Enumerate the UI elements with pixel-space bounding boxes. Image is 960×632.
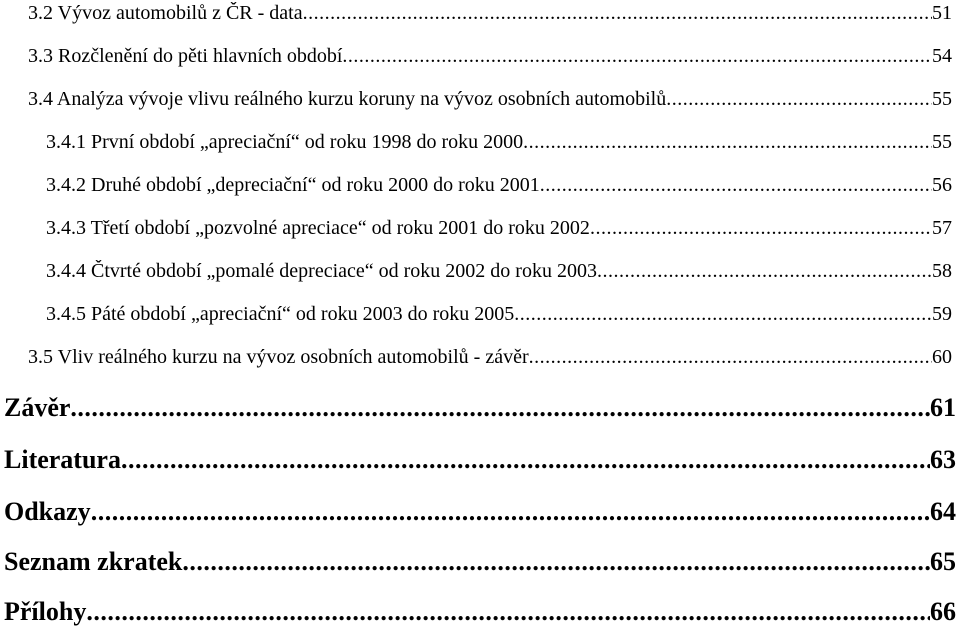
toc-entry-3-3[interactable] — [28, 45, 952, 68]
toc-entry-title: Seznam zkratek — [4, 547, 183, 576]
toc-dot-leader — [182, 547, 930, 577]
toc-entry-title: 3.2 Vývoz automobilů z ČR - data — [28, 2, 303, 24]
toc-entry-page: 55 — [932, 131, 952, 153]
toc-entry-odkazy[interactable] — [4, 497, 956, 527]
toc-dot-leader — [91, 497, 930, 527]
toc-dot-leader — [121, 445, 930, 475]
toc-entry-prilohy[interactable] — [4, 597, 956, 627]
toc-entry-3-2[interactable] — [28, 2, 952, 25]
toc-entry-title: 3.4.4 Čtvrté období „pomalé depreciace“ od roku 2002 do roku 2003 — [46, 260, 597, 282]
toc-dot-leader — [590, 217, 932, 240]
toc-entry-title: Závěr — [4, 393, 71, 422]
toc-dot-leader — [70, 393, 930, 423]
toc-entry-page: 56 — [932, 174, 952, 196]
toc-entry-title: Literatura — [4, 445, 121, 474]
toc-entry-page: 60 — [932, 346, 952, 368]
toc-entry-page: 59 — [932, 303, 952, 325]
toc-dot-leader — [342, 45, 932, 68]
toc-entry-3-4-3[interactable] — [46, 217, 952, 240]
toc-entry-3-4-2[interactable] — [46, 174, 952, 197]
toc-entry-page: 63 — [930, 445, 956, 474]
toc-dot-leader — [597, 260, 932, 283]
toc-entry-title: 3.4.2 Druhé období „depreciační“ od roku 2000 do roku 2001 — [46, 174, 540, 196]
toc-dot-leader — [529, 346, 932, 369]
toc-dot-leader — [86, 597, 930, 627]
toc-entry-3-4[interactable] — [28, 88, 952, 111]
toc-entry-page: 54 — [932, 45, 952, 67]
toc-entry-3-4-5[interactable] — [46, 303, 952, 326]
toc-entry-title: Odkazy — [4, 497, 91, 526]
toc-entry-page: 51 — [932, 2, 952, 24]
toc-entry-page: 64 — [930, 497, 956, 526]
toc-dot-leader — [523, 131, 932, 154]
toc-entry-title: 3.5 Vliv reálného kurzu na vývoz osobních automobilů - závěr — [28, 346, 529, 368]
toc-entry-zaver[interactable] — [4, 393, 956, 423]
toc-dot-leader — [666, 88, 932, 111]
toc-dot-leader — [514, 303, 932, 326]
toc-entry-3-4-4[interactable] — [46, 260, 952, 283]
toc-entry-3-4-1[interactable] — [46, 131, 952, 154]
toc-entry-title: 3.4.1 První období „apreciační“ od roku 1998 do roku 2000 — [46, 131, 524, 153]
toc-entry-page: 55 — [932, 88, 952, 110]
toc-entry-title: 3.4.5 Páté období „apreciační“ od roku 2003 do roku 2005 — [46, 303, 515, 325]
toc-entry-title: 3.4 Analýza vývoje vlivu reálného kurzu koruny na vývoz osobních automobilů — [28, 88, 667, 110]
toc-entry-3-5[interactable] — [28, 346, 952, 369]
toc-dot-leader — [540, 174, 932, 197]
toc-dot-leader — [303, 2, 932, 25]
toc-entry-seznam-zkratek[interactable] — [4, 547, 956, 577]
toc-entry-title: 3.3 Rozčlenění do pěti hlavních období — [28, 45, 343, 67]
toc-entry-page: 57 — [932, 217, 952, 239]
toc-entry-page: 65 — [930, 547, 956, 576]
toc-entry-page: 58 — [932, 260, 952, 282]
toc-entry-title: 3.4.3 Třetí období „pozvolné apreciace“ od roku 2001 do roku 2002 — [46, 217, 590, 239]
toc-entry-literatura[interactable] — [4, 445, 956, 475]
toc-entry-page: 61 — [930, 393, 956, 422]
toc-entry-title: Přílohy — [4, 597, 87, 626]
toc-entry-page: 66 — [930, 597, 956, 626]
